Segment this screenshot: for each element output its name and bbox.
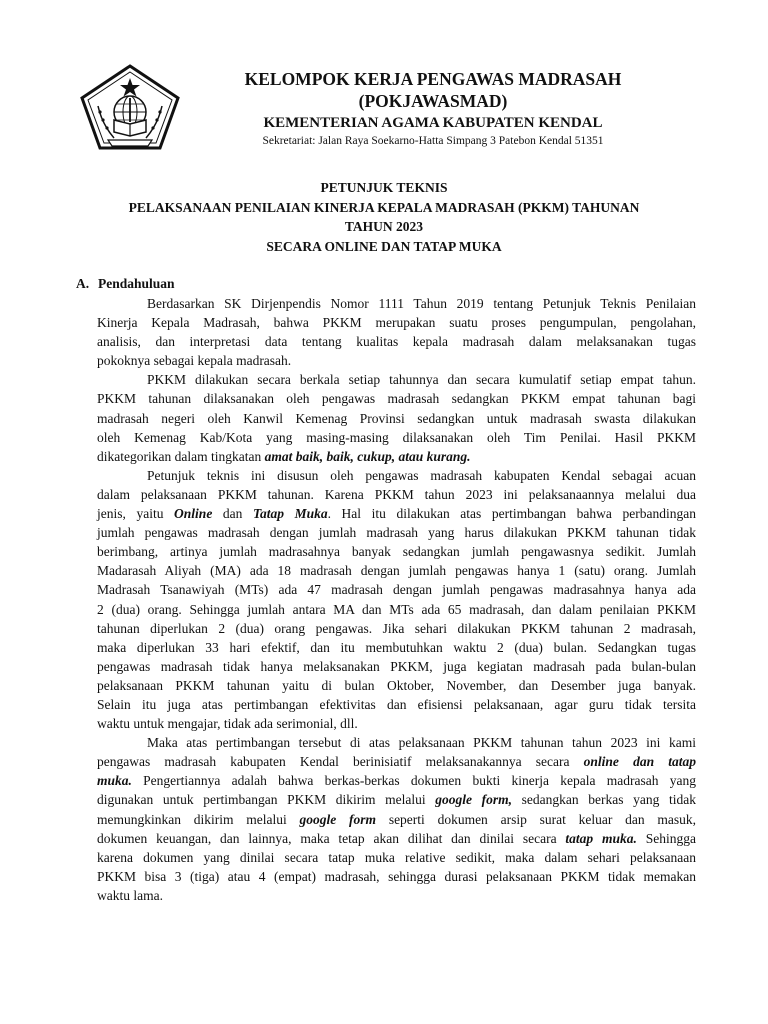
text-line: karena dokumen yang dinilai secara tatap muka relative sedikit, maka dalam sehari pelaksanaan [97,849,696,865]
text-line: PKKM bisa 3 (tiga) atau 4 (empat) madrasah, sehingga durasi pelaksanaan PKKM tidak memakan [97,868,696,884]
text-line: Maka atas pertimbangan tersebut di atas pelaksanaan PKKM tahunan tahun 2023 ini kami [147,735,696,751]
paragraph-1 [97,294,696,370]
text-line: PKKM dilakukan secara berkala setiap tahunnya dan secara kumulatif setiap empat tahun. [147,372,696,388]
text-line: Kinerja Kepala Madrasah, bahwa PKKM merupakan suatu proses pengumpulan, pengolahan, [97,315,696,331]
text-run: sedangkan berkas yang tidak [512,792,696,808]
emphasis-muka: muka. [97,773,132,789]
section-body [97,294,696,905]
text-line: Petunjuk teknis ini disusun oleh pengawas madrasah kabupaten Kendal sebagai acuan [147,467,696,483]
section-number: A. [76,276,90,291]
text-run: pengawas madrasah kabupaten Kendal berinisiatif melaksanakannya secara [97,754,584,770]
text-line [97,771,696,790]
text-line: pokoknya sebagai kepala madrasah. [97,353,292,369]
text-line: 2 (dua) orang. Sehingga jumlah antara MA dan MTs ada 65 madrasah, dan dalam penilaian PKKM [97,601,696,617]
text-run: digunakan untuk pertimbangan PKKM dikirim melalui [97,792,436,808]
text-run: jenis, yaitu [97,506,175,522]
secretariat-address: Sekretariat: Jalan Raya Soekarno-Hatta Simpang 3 Patebon Kendal 51351 [262,135,604,147]
text-run: dan [212,506,253,522]
section-heading [76,274,175,293]
ministry-name: KEMENTERIAN AGAMA KABUPATEN KENDAL [263,115,603,131]
text-line: Selain itu juga atas pertimbangan efektivitas dan efisiensi pelaksanaan, agar guru tidak tersita [97,696,696,712]
text-run: seperti dokumen arsip surat keluar dan masuk, [376,811,696,827]
text-line: Madarasah Aliyah (MA) ada 18 madrasah dengan jumlah pengawas hanya 1 (satu) orang. Jumlah [97,563,696,579]
text-run: dikategorikan dalam tingkatan [97,448,265,464]
emphasis-tatap-muka: tatap muka. [565,830,637,846]
emphasis-google-form: google form, [435,792,512,808]
paragraph-4 [97,733,696,905]
text-run: Sehingga [636,830,696,846]
text-line: PKKM tahunan dilaksanakan oleh pengawas madrasah sedangkan PKKM empat tahunan bagi [97,391,696,407]
text-line: berimbang, artinya jumlah madrasahnya banyak sedangkan jumlah pengawasnya sedikit. Jumlah [97,544,696,560]
text-run: Pengertiannya adalah bahwa berkas-berkas dokumen bukti kinerja kepala madrasah yang [131,773,696,789]
text-line: Berdasarkan SK Dirjenpendis Nomor 1111 Tahun 2019 tentang Petunjuk Teknis Penilaian [147,296,696,311]
emphasis-google-form: google form [299,811,377,827]
kementerian-agama-emblem-icon [78,62,182,152]
text-run: memungkinkan dikirim melalui [97,811,300,827]
document-title [40,178,728,256]
paragraph-3 [97,466,696,733]
text-line: madrasah negeri oleh Kanwil Kemenag Provinsi sedangkan untuk madrasah swasta dilakukan [97,410,696,426]
title-line-4: SECARA ONLINE DAN TATAP MUKA [266,238,502,254]
title-line-1: PETUNJUK TEKNIS [320,180,448,195]
text-line [97,790,696,809]
text-line: maka diperlukan 33 hari efektif, dan itu membutuhkan waktu 2 (dua) bulan. Sedangkan tugas [97,639,696,655]
text-line: jumlah pengawas madrasah dengan jumlah madrasah yang harus dilakukan PKKM tahunan tidak [97,525,696,541]
letterhead-text [190,68,676,149]
text-line: dalam pelaksanaan PKKM tahunan. Karena PKKM tahun 2023 ini pelaksanaannya melalui dua [97,486,696,502]
text-line: pengawas madrasah tidak hanya melaksanakan PKKM, juga kegiatan madrasah pada bulan-bulan [97,658,696,674]
emphasis-categories: amat baik, baik, cukup, atau kurang. [264,448,471,464]
text-line [97,504,696,523]
text-line [97,829,696,848]
text-line [97,752,696,771]
title-line-3: TAHUN 2023 [344,219,424,235]
text-line: oleh Kemenag Kab/Kota yang masing-masing dilaksanakan oleh Tim Penilai. Hasil PKKM [97,429,696,445]
text-line: waktu untuk mengajar, tidak ada serimonial, dll. [97,716,358,732]
title-line-2: PELAKSANAAN PENILAIAN KINERJA KEPALA MADRASAH (PKKM) TAHUNAN [128,199,640,215]
emphasis-online-tatap: online dan tatap [583,754,696,770]
text-line [97,810,696,829]
text-run: . Hal itu dilakukan atas pertimbangan bahwa perbandingan [327,506,696,522]
organization-abbreviation: (POKJAWASMAD) [358,91,508,111]
text-line: analisis, dan interpretasi data tentang kualitas kepala madrasah dalam melaksanakan tugas [97,334,696,350]
emphasis-online: Online [174,506,213,522]
emphasis-tatap-muka: Tatap Muka [252,506,328,522]
text-line: tahunan diperlukan 2 (dua) orang pengawas. Jika sehari dilakukan PKKM tahunan 2 madrasah, [97,620,696,636]
text-line [97,447,696,466]
organization-name: KELOMPOK KERJA PENGAWAS MADRASAH [244,69,622,89]
text-line: Madrasah Tsanawiyah (MTs) ada 47 madrasah dengan jumlah pengawas madrasahnya hanya ada [97,582,696,598]
section-title: Pendahuluan [98,276,175,291]
text-line: waktu lama. [97,887,163,903]
text-line: pelaksanaan PKKM tahunan yaitu di bulan Oktober, November, dan Desember juga banyak. [97,677,696,693]
text-run: dokumen keuangan, dan lainnya, maka tetap akan dilihat dan dinilai secara [97,830,566,846]
letterhead [70,56,710,156]
paragraph-2 [97,370,696,465]
